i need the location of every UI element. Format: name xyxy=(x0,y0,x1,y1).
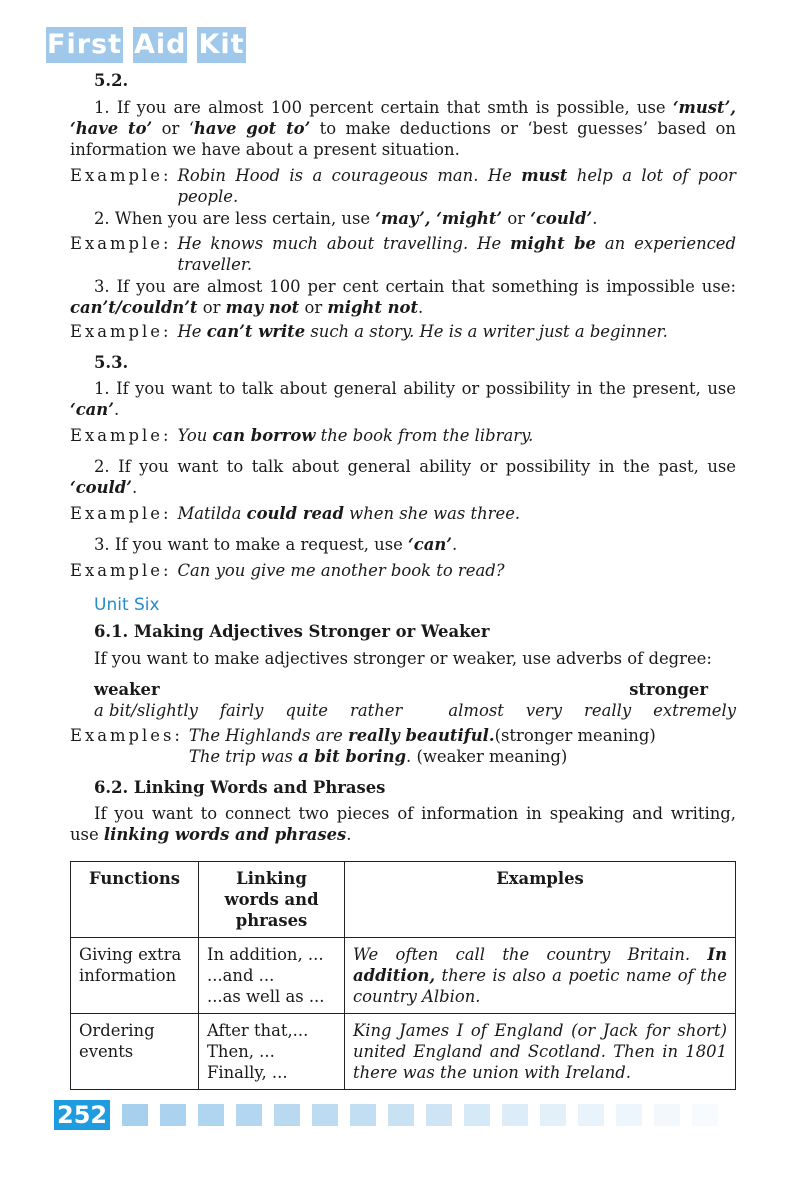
examples-label: Examples: xyxy=(70,726,183,745)
decor-square xyxy=(540,1104,566,1126)
decor-square xyxy=(160,1104,186,1126)
decor-square xyxy=(616,1104,642,1126)
s53-rule-1: 1. If you want to talk about general ability or possibility in the present, use ‘can’. xyxy=(70,379,736,419)
decor-square xyxy=(502,1104,528,1126)
header-word-first: First xyxy=(46,27,123,63)
header-word-kit: Kit xyxy=(197,27,245,63)
links-cell: After that,... Then, ... Finally, ... xyxy=(199,1014,345,1090)
s53-example-3: Example: Can you give me another book to read? xyxy=(70,561,505,580)
example-label: Example: xyxy=(70,504,172,523)
s62-intro: If you want to connect two pieces of information in speaking and writing, use linking words and phrases. xyxy=(70,804,736,844)
adverb: very xyxy=(525,701,562,720)
table-row xyxy=(71,938,736,1014)
function-cell: Giving extra information xyxy=(71,938,199,1014)
stronger-label: stronger xyxy=(629,680,708,699)
s53-example-2: Example: Matilda could read when she was three. xyxy=(70,504,521,523)
table-row xyxy=(71,1014,736,1090)
section-5-3-heading: 5.3. xyxy=(94,353,129,372)
decor-square xyxy=(312,1104,338,1126)
s52-example-2: Example: He knows much about travelling. He might be an experienced traveller. xyxy=(70,234,737,274)
weaker-label: weaker xyxy=(94,680,160,699)
linking-words-table xyxy=(70,861,736,1090)
example-label: Example: xyxy=(70,426,172,445)
s52-rule-3: 3. If you are almost 100 per cent certain that something is impossible use: can’t/couldn’t or may not or might not. xyxy=(70,277,736,317)
adverb: fairly xyxy=(219,701,264,720)
s52-rule-2: 2. When you are less certain, use ‘may’, ‘might’ or ‘could’. xyxy=(94,209,598,228)
decor-square xyxy=(654,1104,680,1126)
degree-adverbs xyxy=(70,700,736,721)
decor-square xyxy=(388,1104,414,1126)
example-label: Example: xyxy=(70,166,172,185)
adverb: extremely xyxy=(653,701,736,720)
function-cell: Ordering events xyxy=(71,1014,199,1090)
s53-example-1: Example: You can borrow the book from the library. xyxy=(70,426,534,445)
header-functions: Functions xyxy=(71,862,199,938)
decor-square xyxy=(274,1104,300,1126)
decor-square xyxy=(236,1104,262,1126)
s52-example-1: Example: Robin Hood is a courageous man. He must help a lot of poor people. xyxy=(70,166,736,206)
s61-examples: Examples: The Highlands are really beautiful.(stronger meaning) The trip was a bit boring. (weaker meaning) xyxy=(70,726,656,766)
running-header xyxy=(46,27,246,63)
example-cell: King James I of England (or Jack for short) united England and Scotland. Then in 1801 there was the union with Ireland. xyxy=(345,1014,736,1090)
decor-square xyxy=(122,1104,148,1126)
adverb: quite xyxy=(285,701,328,720)
header-word-aid: Aid xyxy=(133,27,187,63)
page-number: 252 xyxy=(54,1100,110,1130)
links-cell: In addition, ... ...and ... ...as well as ... xyxy=(199,938,345,1014)
decor-square xyxy=(426,1104,452,1126)
s61-intro: If you want to make adjectives stronger or weaker, use adverbs of degree: xyxy=(94,649,712,668)
example-label: Example: xyxy=(70,322,172,341)
decor-square xyxy=(692,1104,718,1126)
unit-six-heading: Unit Six xyxy=(94,595,160,615)
table-header-row xyxy=(71,862,736,938)
section-6-2-heading: 6.2. Linking Words and Phrases xyxy=(94,778,386,797)
adverb: rather xyxy=(350,701,403,720)
decor-square xyxy=(350,1104,376,1126)
header-linking-words: Linking words and phrases xyxy=(199,862,345,938)
decor-square xyxy=(578,1104,604,1126)
s52-example-3: Example: He can’t write such a story. He is a writer just a beginner. xyxy=(70,322,668,341)
decor-square xyxy=(464,1104,490,1126)
decor-square xyxy=(198,1104,224,1126)
adverb: really xyxy=(584,701,632,720)
header-examples: Examples xyxy=(345,862,736,938)
degree-scale-labels xyxy=(70,679,736,700)
section-6-1-heading: 6.1. Making Adjectives Stronger or Weaker xyxy=(94,622,490,641)
page-footer xyxy=(54,1100,718,1130)
s52-rule-1: 1. If you are almost 100 percent certain that smth is possible, use ‘must’, ‘have to’ or ‘have got to’ to make deductions or ‘best guesses’ based on information we have about a present situation. xyxy=(70,98,736,159)
adverb: almost xyxy=(448,701,504,720)
section-5-2-heading: 5.2. xyxy=(94,71,129,90)
example-cell: We often call the country Britain. In addition, there is also a poetic name of the country Albion. xyxy=(345,938,736,1014)
s53-rule-2: 2. If you want to talk about general ability or possibility in the past, use ‘could’. xyxy=(70,457,736,497)
example-label: Example: xyxy=(70,234,172,253)
example-label: Example: xyxy=(70,561,172,580)
adverb: a bit/slightly xyxy=(94,701,198,720)
s53-rule-3: 3. If you want to make a request, use ‘can’. xyxy=(94,535,458,554)
